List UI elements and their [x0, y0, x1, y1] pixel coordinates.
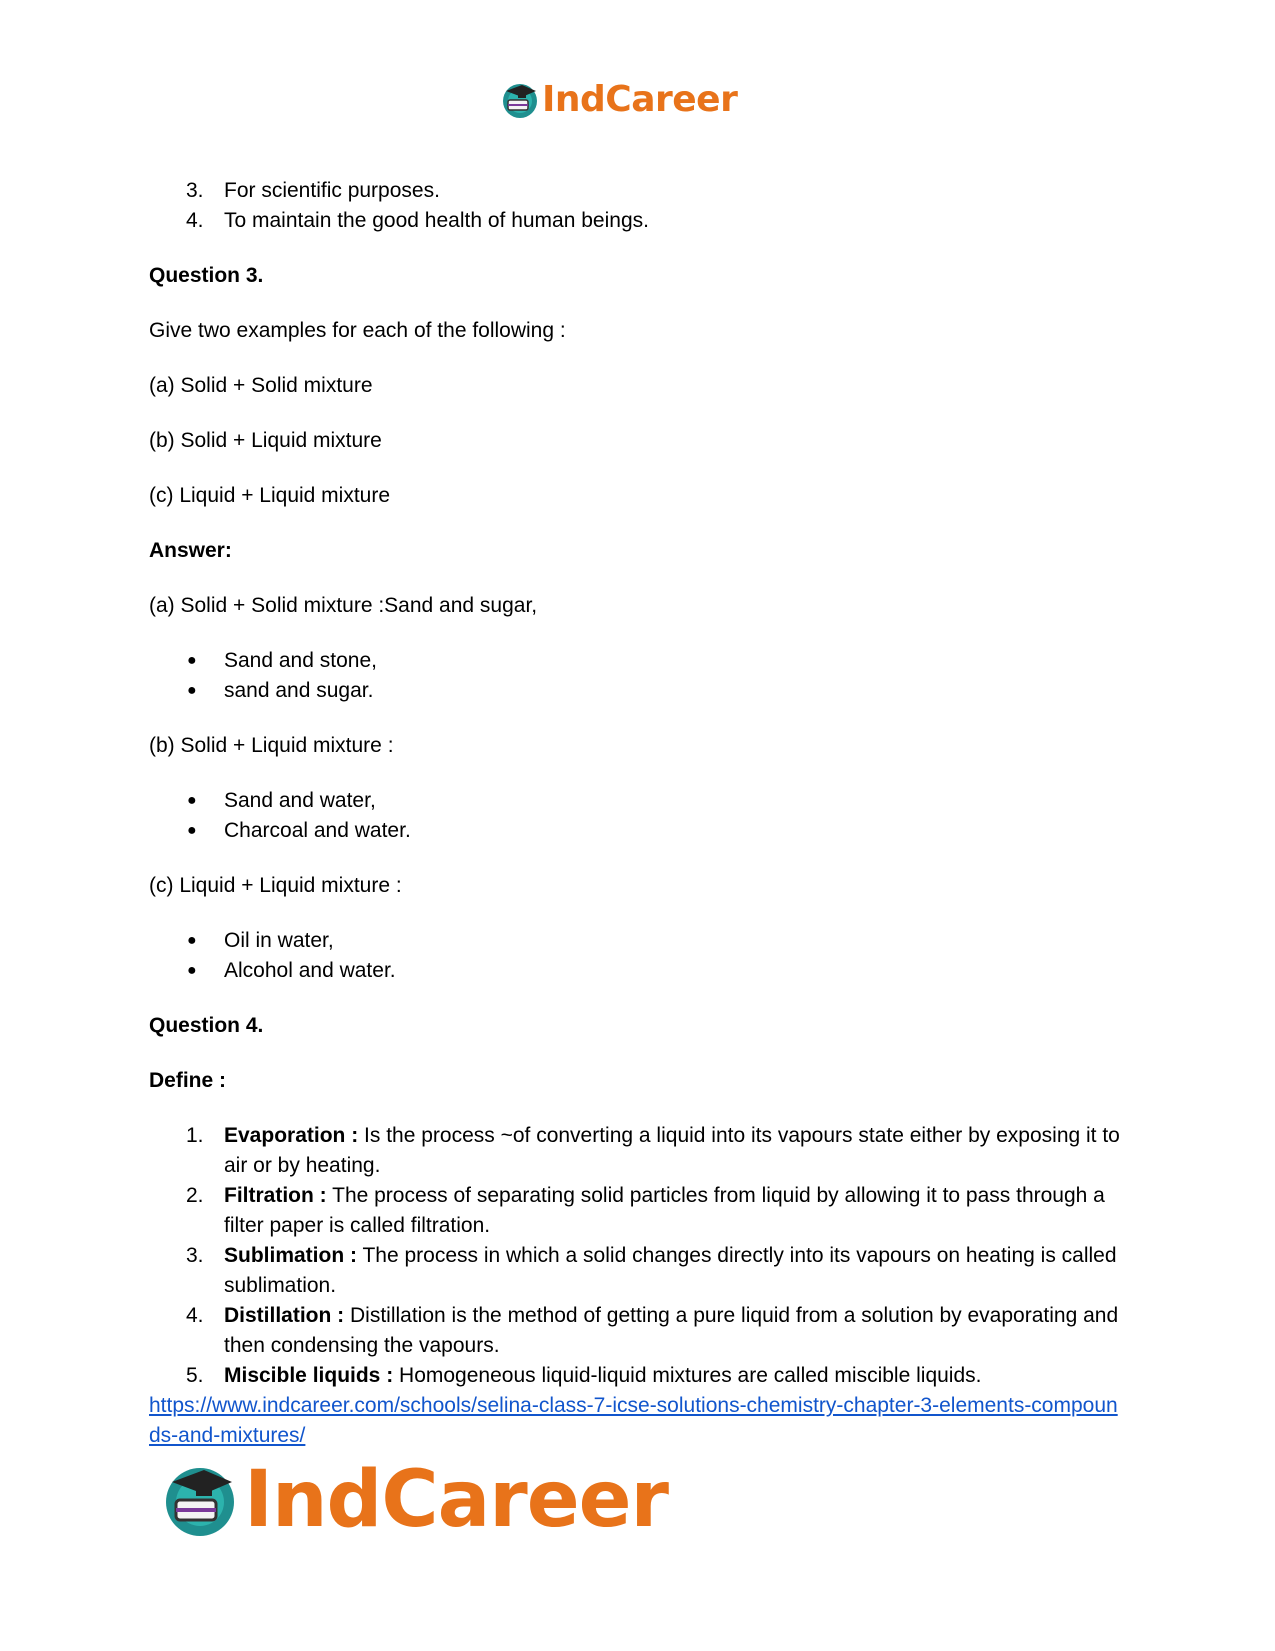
footer-logo: [160, 1455, 668, 1545]
question-item: (a) Solid + Solid mixture: [149, 374, 373, 397]
answer-bullets: [149, 646, 1129, 706]
define-heading: Define :: [149, 1069, 227, 1092]
document-body: [149, 176, 1129, 1451]
bullet-icon: ●: [187, 682, 197, 699]
list-item: 3. For scientific purposes.: [186, 179, 440, 202]
question-3-heading: Question 3.: [149, 264, 264, 287]
list-item: ● Sand and water,: [149, 786, 1129, 816]
question-3-prompt: Give two examples for each of the following :: [149, 319, 566, 342]
logo-wordmark: IndCareer: [542, 79, 738, 120]
definitions-list: [149, 1121, 1129, 1391]
intro-list: [149, 176, 1129, 236]
definition-term: Miscible liquids :: [224, 1364, 394, 1387]
definition-item: 2. Filtration : The process of separating solid particles from liquid by allowing it to pass through a filter paper is called filtration.: [186, 1184, 1105, 1237]
bullet-icon: ●: [187, 652, 197, 669]
answer-bullets: [149, 926, 1129, 986]
question-item: (b) Solid + Liquid mixture: [149, 429, 382, 452]
bullet-icon: ●: [187, 792, 197, 809]
source-link[interactable]: https://www.indcareer.com/schools/selina-class-7-icse-solutions-chemistry-chapter-3-elements-compounds-and-mixtures/: [149, 1394, 1118, 1447]
question-4-heading: Question 4.: [149, 1014, 264, 1037]
graduation-globe-icon: [160, 1460, 240, 1540]
definition-item: 1. Evaporation : Is the process ~of converting a liquid into its vapours state either by exposing it to air or by heating.: [186, 1124, 1120, 1177]
bullet-icon: ●: [187, 932, 197, 949]
definition-term: Distillation :: [224, 1304, 345, 1327]
logo-wordmark: IndCareer: [244, 1455, 668, 1545]
answer-bullets: [149, 786, 1129, 846]
list-item: ● Sand and stone,: [149, 646, 1129, 676]
list-item: ● Oil in water,: [149, 926, 1129, 956]
definition-item: 3. Sublimation : The process in which a solid changes directly into its vapours on heating is called sublimation.: [186, 1244, 1117, 1297]
answer-label: (b) Solid + Liquid mixture :: [149, 734, 394, 757]
header-logo: [500, 80, 737, 120]
definition-item: 5. Miscible liquids : Homogeneous liquid-liquid mixtures are called miscible liquids.: [186, 1364, 982, 1387]
question-item: (c) Liquid + Liquid mixture: [149, 484, 391, 507]
answer-label: (a) Solid + Solid mixture :Sand and sugar,: [149, 594, 538, 617]
list-item: 4. To maintain the good health of human beings.: [186, 209, 649, 232]
definition-term: Sublimation :: [224, 1244, 357, 1267]
answer-heading: Answer:: [149, 539, 232, 562]
answer-label: (c) Liquid + Liquid mixture :: [149, 874, 402, 897]
definition-item: 4. Distillation : Distillation is the method of getting a pure liquid from a solution by evaporating and then condensing the vapours.: [186, 1304, 1119, 1357]
graduation-globe-icon: [500, 80, 540, 120]
list-item: ● Alcohol and water.: [149, 956, 1129, 986]
definition-term: Filtration :: [224, 1184, 327, 1207]
bullet-icon: ●: [187, 822, 197, 839]
definition-term: Evaporation :: [224, 1124, 359, 1147]
bullet-icon: ●: [187, 962, 197, 979]
list-item: ● sand and sugar.: [149, 676, 1129, 706]
list-item: ● Charcoal and water.: [149, 816, 1129, 846]
